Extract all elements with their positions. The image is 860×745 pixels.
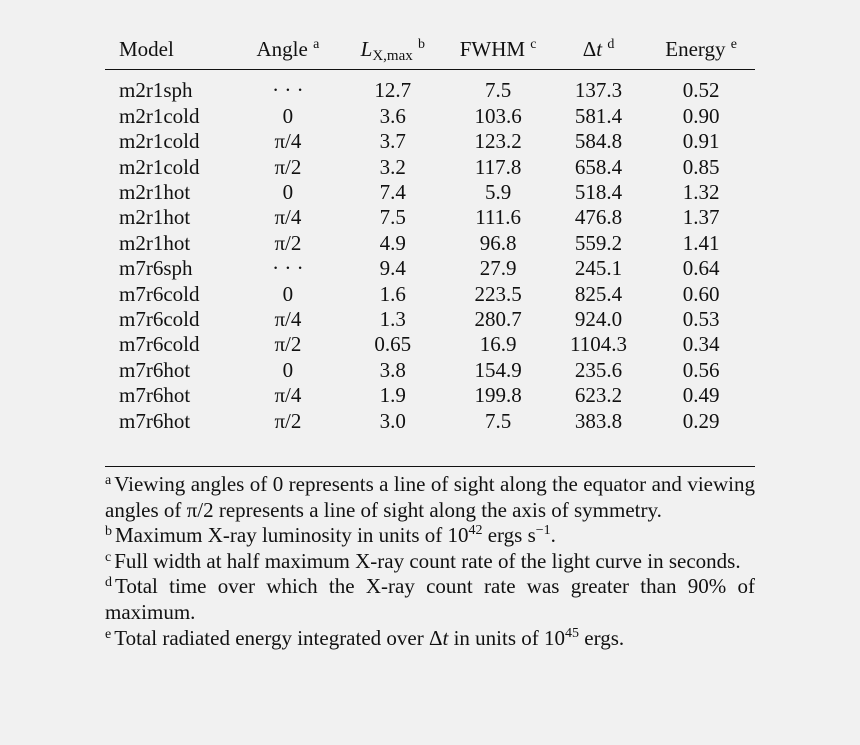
table-row — [105, 180, 755, 205]
cell-energy: 0.53 — [682, 307, 720, 332]
cell-lx: 3.6 — [379, 103, 406, 128]
cell-angle: 0 — [282, 357, 294, 382]
cell-fwhm: 27.9 — [479, 256, 517, 281]
cell-fwhm: 117.8 — [474, 154, 522, 179]
cell-energy: 0.64 — [682, 256, 720, 281]
table-row — [105, 358, 755, 383]
cell-fwhm: 154.9 — [474, 357, 522, 382]
cell-lx: 1.9 — [379, 383, 406, 408]
cell-angle: π/4 — [274, 129, 302, 154]
cell-lx: 4.9 — [379, 230, 406, 255]
cell-angle: π/2 — [274, 332, 302, 357]
cell-energy: 1.32 — [682, 180, 720, 205]
cell-model: m2r1cold — [119, 154, 200, 179]
cell-energy: 0.85 — [682, 154, 720, 179]
cell-lx: 3.7 — [379, 129, 406, 154]
cell-lx: 3.0 — [379, 408, 406, 433]
table-row — [105, 256, 755, 281]
cell-fwhm: 199.8 — [474, 383, 522, 408]
cell-fwhm: 16.9 — [479, 332, 517, 357]
table-row — [105, 282, 755, 307]
cell-dt: 383.8 — [574, 408, 623, 433]
header-energy: Energy $^e$ — [647, 32, 755, 70]
cell-lx: 1.3 — [379, 307, 406, 332]
cell-model: m7r6hot — [119, 357, 191, 382]
cell-lx: 0.65 — [374, 332, 412, 357]
cell-dt: 1104.3 — [570, 332, 627, 357]
cell-model: m7r6cold — [119, 332, 200, 357]
cell-angle: 0 — [282, 281, 294, 306]
cell-model: m7r6cold — [119, 281, 200, 306]
cell-lx: 3.2 — [379, 154, 406, 179]
cell-model: m7r6hot — [119, 408, 191, 433]
header-model: Model — [105, 32, 237, 70]
footnote-e: $^e$ Total radiated energy integrated over Δt in units of $10^{45}$ ergs. — [105, 625, 625, 650]
cell-energy: 0.49 — [682, 383, 720, 408]
cell-fwhm: 7.5 — [484, 408, 512, 433]
cell-angle: · · · — [272, 256, 304, 281]
cell-energy: 0.52 — [682, 78, 720, 103]
cell-energy: 0.90 — [682, 103, 720, 128]
table-row — [105, 104, 755, 129]
table-row — [105, 231, 755, 256]
header-fwhm: FWHM $^c$ — [446, 32, 549, 70]
header-angle: Angle $^a$ — [237, 32, 340, 70]
table-row — [105, 205, 755, 230]
cell-lx: 9.4 — [379, 256, 406, 281]
cell-angle: π/2 — [274, 230, 302, 255]
cell-dt: 245.1 — [574, 256, 623, 281]
footnote-mark-b: b — [417, 37, 425, 52]
header-delta-t: Δt $^d$ — [550, 32, 647, 70]
cell-fwhm: 7.5 — [484, 78, 512, 103]
cell-angle: π/4 — [274, 307, 302, 332]
cell-fwhm: 280.7 — [474, 307, 522, 332]
cell-model: m2r1cold — [119, 103, 200, 128]
cell-model: m7r6hot — [119, 383, 191, 408]
cell-angle: π/2 — [274, 408, 302, 433]
cell-dt: 924.0 — [574, 307, 623, 332]
table-row — [105, 129, 755, 154]
cell-model: m7r6cold — [119, 307, 200, 332]
cell-fwhm: 111.6 — [475, 205, 521, 230]
table-row — [105, 409, 755, 434]
cell-dt: 137.3 — [574, 78, 623, 103]
table-body — [105, 70, 755, 434]
table-row — [105, 70, 755, 104]
results-table-container — [105, 32, 755, 434]
cell-model: m2r1sph — [119, 78, 193, 103]
cell-energy: 1.41 — [682, 230, 720, 255]
table-row — [105, 332, 755, 357]
footnote-d: $^d$ Total time over which the X-ray count rate was greater than 90% of maximum. — [105, 574, 755, 624]
footnote-mark-a: a — [313, 37, 320, 52]
table-footnotes — [105, 466, 755, 651]
table-header-row — [105, 32, 755, 70]
cell-lx: 7.5 — [379, 205, 406, 230]
cell-dt: 658.4 — [574, 154, 623, 179]
cell-angle: 0 — [282, 103, 294, 128]
results-table — [105, 32, 755, 434]
cell-energy: 0.56 — [682, 357, 720, 382]
cell-fwhm: 96.8 — [479, 230, 517, 255]
cell-fwhm: 103.6 — [474, 103, 522, 128]
cell-energy: 0.91 — [682, 129, 720, 154]
cell-dt: 518.4 — [574, 180, 623, 205]
cell-lx: 12.7 — [374, 78, 412, 103]
cell-dt: 235.6 — [574, 357, 623, 382]
cell-model: m2r1cold — [119, 129, 200, 154]
cell-fwhm: 223.5 — [474, 281, 522, 306]
cell-model: m7r6sph — [119, 256, 193, 281]
cell-dt: 623.2 — [574, 383, 623, 408]
footnote-mark-c: c — [530, 37, 537, 52]
cell-dt: 581.4 — [574, 103, 623, 128]
cell-angle: · · · — [272, 78, 304, 103]
cell-model: m2r1hot — [119, 205, 191, 230]
cell-lx: 3.8 — [379, 357, 406, 382]
cell-model: m2r1hot — [119, 180, 191, 205]
cell-angle: π/4 — [274, 383, 302, 408]
footnote-a: $^a$ Viewing angles of 0 represents a line of sight along the equator and viewing angles of π/2 represents a line of sight along the axis of symmetry. — [105, 472, 755, 522]
footnote-b: $^b$ Maximum X-ray luminosity in units of $10^{42}$ ergs $s^{-1}$. — [105, 523, 556, 548]
cell-energy: 0.29 — [682, 408, 720, 433]
cell-fwhm: 123.2 — [474, 129, 522, 154]
cell-energy: 0.34 — [682, 332, 720, 357]
footnote-c: $^c$ Full width at half maximum X-ray count rate of the light curve in seconds. — [105, 548, 741, 573]
cell-lx: 1.6 — [379, 281, 406, 306]
footnote-mark-e: e — [730, 37, 737, 52]
table-row — [105, 383, 755, 408]
cell-lx: 7.4 — [379, 180, 406, 205]
cell-dt: 476.8 — [574, 205, 623, 230]
cell-angle: π/4 — [274, 205, 302, 230]
cell-energy: 1.37 — [682, 205, 720, 230]
table-row — [105, 307, 755, 332]
cell-model: m2r1hot — [119, 230, 191, 255]
cell-dt: 584.8 — [574, 129, 623, 154]
cell-energy: 0.60 — [682, 281, 720, 306]
table-row — [105, 155, 755, 180]
cell-angle: π/2 — [274, 154, 302, 179]
cell-angle: 0 — [282, 180, 294, 205]
cell-dt: 825.4 — [574, 281, 623, 306]
footnote-mark-d: d — [607, 37, 615, 52]
cell-dt: 559.2 — [574, 230, 623, 255]
cell-fwhm: 5.9 — [484, 180, 512, 205]
header-lx-max: $L_{X,max}$ $^b$ — [339, 32, 446, 70]
